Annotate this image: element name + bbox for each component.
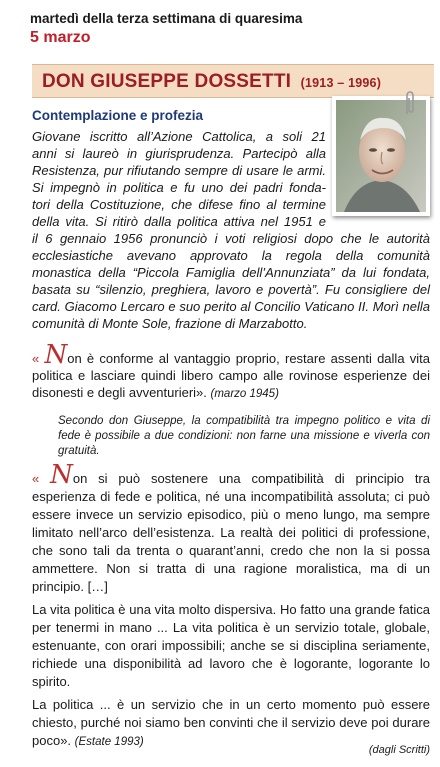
drop-cap: N — [50, 460, 73, 490]
quote-paragraph — [32, 696, 430, 751]
drop-cap: N — [44, 340, 68, 370]
bio-continuation: il 6 gennaio 1956 pronunciò i voti religiosi dopo che le autorità ecclesiastiche avevano approvato la regola della comunità monastica della “Piccola Famiglia dell’Annunziata” da lui fondata, basata su “silenzio, preghiera, lavoro e povertà”. Fu consigliere del card. Giacomo Lercaro e suo perito al Concilio Vaticano II. Morì nella comunità di Monte Sole, frazione di Marzabotto. — [32, 231, 430, 331]
bio-line: Resistenza, pur rifiutando sempre di usare le armi. — [32, 163, 326, 178]
bio-line: tori della Costituzione, che difese fino al termine — [32, 197, 326, 212]
liturgical-day: martedì della terza settimana di quaresima — [30, 11, 303, 26]
bio-line: Giovane iscritto all’Azione Cattolica, a soli 21 — [32, 129, 326, 144]
quote-paragraph — [32, 460, 430, 596]
quote-paragraph: La vita politica è una vita molto dispersiva. Ho fatto una grande fatica per tenermi in mano ... La vita politica è un servizio totale, globale, estenuante, con orari impossibili; anche se si disciplina seriamente, richiede una disponibilità ad lavoro che è logorante, logorante lo spirito. — [32, 602, 430, 689]
open-quote-mark: « — [32, 351, 40, 366]
source-credit: (dagli Scritti) — [368, 744, 430, 756]
person-name — [42, 71, 381, 93]
quote-1945 — [32, 340, 430, 403]
paperclip-icon — [402, 90, 418, 116]
page-header — [30, 10, 430, 48]
quote-source: (marzo 1945) — [210, 388, 279, 400]
person-name-text: DON GIUSEPPE DOSSETTI — [42, 71, 292, 92]
calendar-date: 5 marzo — [30, 29, 91, 46]
section-title: Contemplazione e profezia — [32, 108, 204, 123]
quote-text: on si può sostenere una compatibilità di principio tra esperienza di fede e politica, né una incompatibilità assoluta; ci può essere invece un servizio episodico, più o meno lungo, ma sempre limitato nell’arco dell’esistenza. La realtà dei politici di professione, che sono tali da trenta o quarant’anni, credo che non la si possa ammettere. Non si tratta di una ragione moralistica, ma di un principio. […] — [32, 471, 430, 594]
editorial-note: Secondo don Giuseppe, la compatibilità tra impegno politico e vita di fede è possibile a due condizioni: non farne una missione e viverla con gratuità. — [58, 415, 430, 457]
biography — [32, 128, 430, 332]
life-years: (1913 – 1996) — [300, 76, 382, 90]
quote-source: (Estate 1993) — [74, 736, 144, 748]
quote-text: on è conforme al vantaggio proprio, restare assenti dalla vita politica e lasciare quindi libero campo alle rovinose esperienze dei disonesti e degli avventurieri». — [32, 351, 430, 400]
bio-line: della vita. Si ritirò dalla politica attiva nel 1951 e — [32, 214, 326, 229]
name-banner — [32, 64, 434, 98]
quote-text: La politica ... è un servizio che in un certo momento può essere chiesto, purché noi siamo ben convinti che il servizio deve poi durare poco». — [32, 697, 430, 748]
bio-line: anni si laureò in giurisprudenza. Partecipò alla — [32, 146, 326, 161]
open-quote-mark: « — [32, 471, 40, 486]
quote-1993 — [32, 460, 430, 756]
bio-line: Si impegnò in politica e fu uno dei padri fonda- — [32, 180, 326, 195]
